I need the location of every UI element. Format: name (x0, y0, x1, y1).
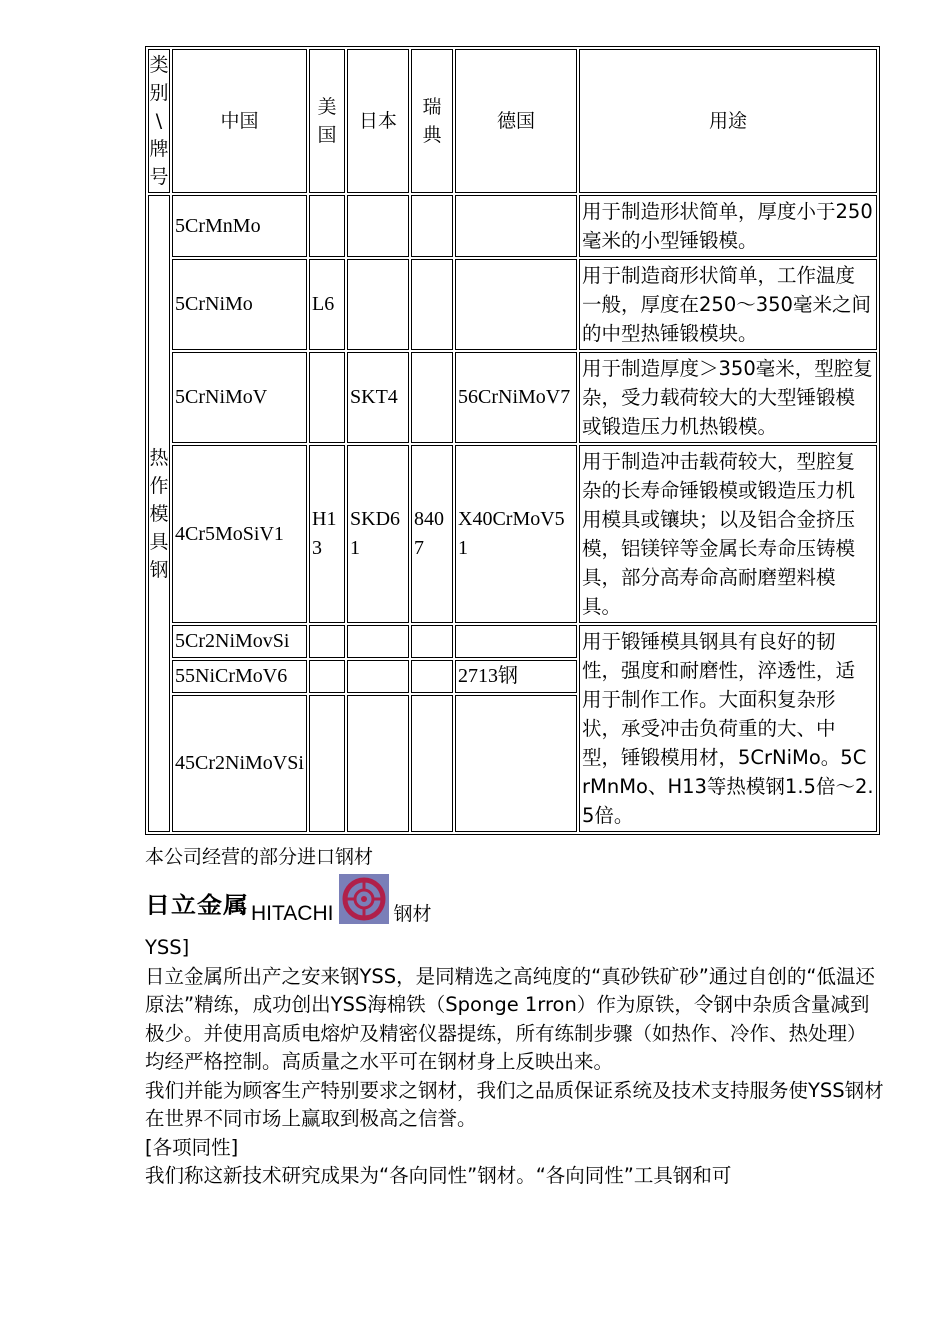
paragraph-yss-heading: YSS] (145, 936, 190, 959)
cell-usage-merged: 用于锻锤模具钢具有良好的韧性，强度和耐磨性，淬透性，适用于制作工作。大面积复杂形状，承受冲击负荷重的大、中型，锤锻模用材，5CrNiMo。5CrMnMo、H13等热模钢1.5倍～2.5倍。 (579, 625, 877, 832)
cell-usage: 用于制造商形状简单，工作温度一般，厚度在250～350毫米之间的中型热锤锻模块。 (579, 259, 877, 350)
cell-sweden: 8407 (411, 445, 453, 623)
hitachi-emblem-icon (339, 874, 389, 924)
cell-germany (455, 259, 577, 350)
paragraph-custom-steel: 我们并能为顾客生产特别要求之钢材，我们之品质保证系统及技术支持服务使YSS钢材在世界不同市场上赢取到极高之信誉。 (145, 1078, 884, 1130)
cell-usa: L6 (309, 259, 345, 350)
cell-usage: 用于制造冲击载荷较大，型腔复杂的长寿命锤锻模或锻造压力机用模具或镶块；以及铝合金挤压模，铝镁锌等金属长寿命压铸模具，部分高寿命高耐磨塑料模具。 (579, 445, 877, 623)
table-header-row (148, 49, 877, 193)
table-row (148, 259, 877, 350)
header-china: 中国 (172, 49, 307, 193)
paragraph-yss-intro: 日立金属所出产之安来钢YSS，是同精选之高纯度的“真砂铁矿砂”通过自创的“低温还原法”精练，成功创出YSS海棉铁（Sponge 1rron）作为原铁，令钢中杂质含量减到极少。并使用高质电熔炉及精密仪器提练，所有练制步骤（如热作、冷作、热处理）均经严格控制。高质量之水平可在钢材身上反映出来。 (145, 964, 875, 1073)
cell-sweden (411, 695, 453, 832)
cell-china: 5CrNiMo (172, 259, 307, 350)
cell-china: 5CrMnMo (172, 195, 307, 257)
cell-germany (455, 695, 577, 832)
imported-steel-caption: 本公司经营的部分进口钢材 (145, 846, 374, 868)
cell-sweden (411, 195, 453, 257)
cell-china: 5Cr2NiMovSi (172, 625, 307, 658)
cell-germany: 2713钢 (455, 660, 577, 693)
header-category: 类 别 \ 牌 号 (148, 49, 170, 193)
cell-usa: H13 (309, 445, 345, 623)
cell-japan (347, 625, 409, 658)
table-row (148, 195, 877, 257)
brand-suffix: 钢材 (393, 903, 432, 925)
table-row (148, 445, 877, 623)
cell-usa (309, 625, 345, 658)
cell-germany: X40CrMoV51 (455, 445, 577, 623)
cell-usage: 用于制造形状简单，厚度小于250毫米的小型锤锻模。 (579, 195, 877, 257)
cell-sweden (411, 352, 453, 443)
cell-china: 55NiCrMoV6 (172, 660, 307, 693)
cell-japan: SKD61 (347, 445, 409, 623)
hitachi-brand-line (145, 866, 885, 926)
table-row (148, 625, 877, 658)
paragraph-isotropy-intro: 我们称这新技术研究成果为“各向同性”钢材。“各向同性”工具钢和可 (145, 1164, 732, 1187)
header-usage: 用途 (579, 49, 877, 193)
steel-grade-table (145, 46, 880, 835)
cell-china: 5CrNiMoV (172, 352, 307, 443)
header-usa: 美 国 (309, 49, 345, 193)
cell-usage: 用于制造厚度＞350毫米，型腔复杂，受力载荷较大的大型锤锻模或锻造压力机热锻模。 (579, 352, 877, 443)
paragraph-isotropy-heading: [各项同性] (145, 1135, 239, 1159)
cell-sweden (411, 625, 453, 658)
cell-japan (347, 660, 409, 693)
table-row (148, 352, 877, 443)
cell-sweden (411, 259, 453, 350)
header-germany: 德国 (455, 49, 577, 193)
cell-china: 4Cr5MoSiV1 (172, 445, 307, 623)
cell-usa (309, 352, 345, 443)
yss-description (145, 934, 885, 1191)
cell-germany (455, 195, 577, 257)
cell-germany: 56CrNiMoV7 (455, 352, 577, 443)
cell-japan (347, 695, 409, 832)
cell-japan (347, 259, 409, 350)
cell-japan: SKT4 (347, 352, 409, 443)
cell-sweden (411, 660, 453, 693)
cell-japan (347, 195, 409, 257)
cell-china: 45Cr2NiMoVSi (172, 695, 307, 832)
hitachi-metals-logo: 日立金属 (145, 892, 250, 919)
hitachi-wordmark: HITACHI (251, 902, 334, 925)
cell-usa (309, 660, 345, 693)
category-hot-work-die-steel: 热 作 模 具 钢 (148, 195, 170, 832)
header-sweden: 瑞 典 (411, 49, 453, 193)
cell-usa (309, 695, 345, 832)
cell-usa (309, 195, 345, 257)
cell-germany (455, 625, 577, 658)
header-japan: 日本 (347, 49, 409, 193)
